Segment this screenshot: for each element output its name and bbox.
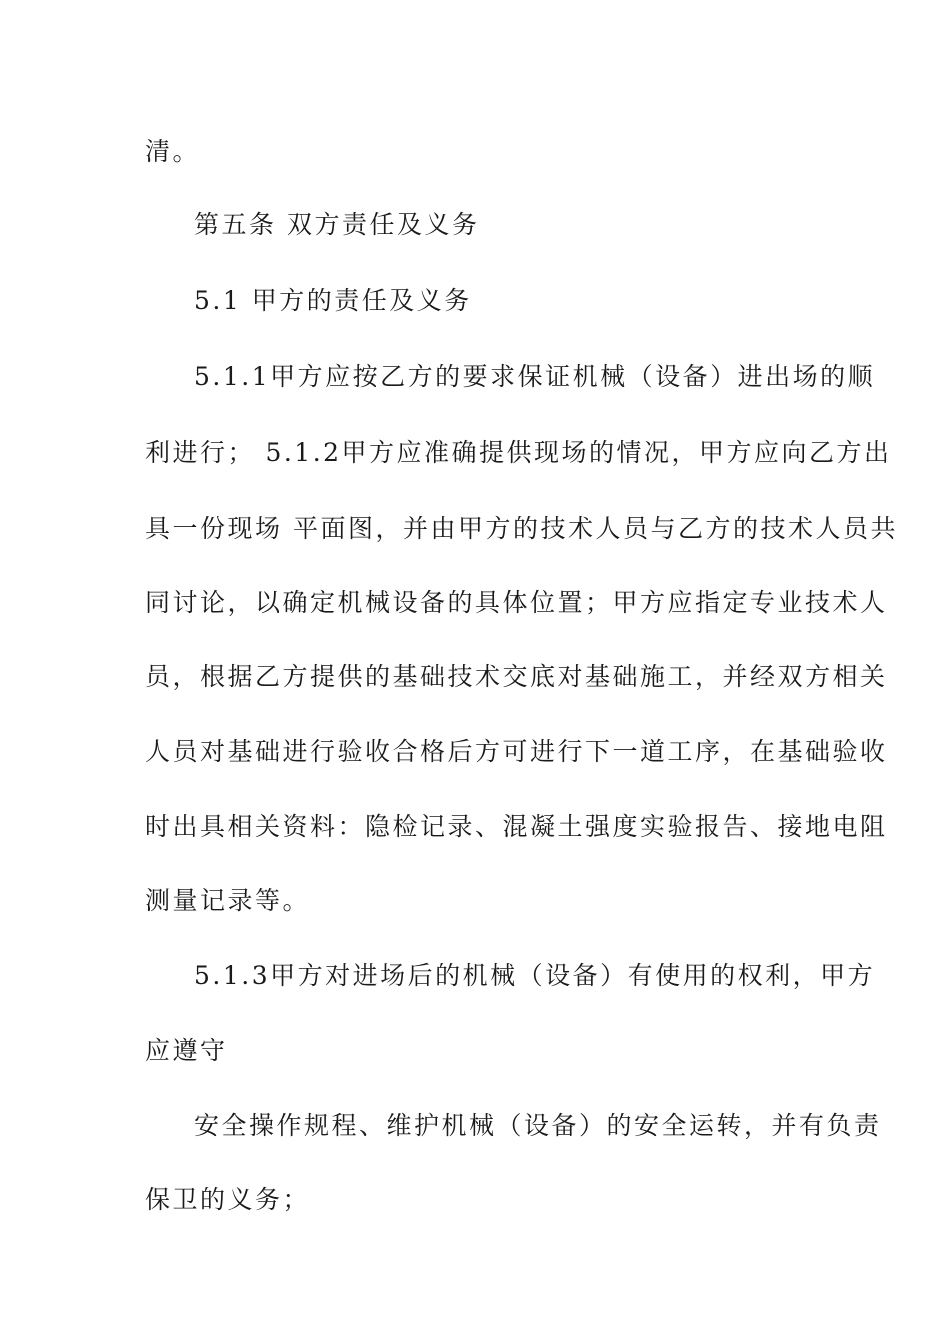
article-heading: 第五条 双方责任及义务: [194, 210, 480, 239]
text-line-15: 保卫的义务；: [145, 1185, 311, 1214]
text-line-6: 具一份现场 平面图，并由甲方的技术人员与乙方的技术人员共: [145, 514, 898, 543]
text-line-9: 人员对基础进行验收合格后方可进行下一道工序，在基础验收: [145, 737, 888, 766]
text-line-8: 员，根据乙方提供的基础技术交底对基础施工，并经双方相关: [145, 662, 888, 691]
text-line-12: 5.1.3甲方对进场后的机械（设备）有使用的权利，甲方: [194, 961, 876, 990]
text-line-14: 安全操作规程、维护机械（设备）的安全运转，并有负责: [194, 1111, 882, 1140]
text-line-4: 5.1.1甲方应按乙方的要求保证机械（设备）进出场的顺: [194, 362, 876, 391]
text-line-5: 利进行； 5.1.2甲方应准确提供现场的情况，甲方应向乙方出: [145, 438, 892, 467]
text-line-11: 测量记录等。: [145, 886, 311, 915]
text-line-7: 同讨论，以确定机械设备的具体位置；甲方应指定专业技术人: [145, 588, 888, 617]
text-line-10: 时出具相关资料：隐检记录、混凝土强度实验报告、接地电阻: [145, 812, 888, 841]
text-line-1: 清。: [145, 137, 201, 166]
text-line-13: 应遵守: [145, 1036, 228, 1065]
section-heading: 5.1 甲方的责任及义务: [194, 286, 472, 315]
